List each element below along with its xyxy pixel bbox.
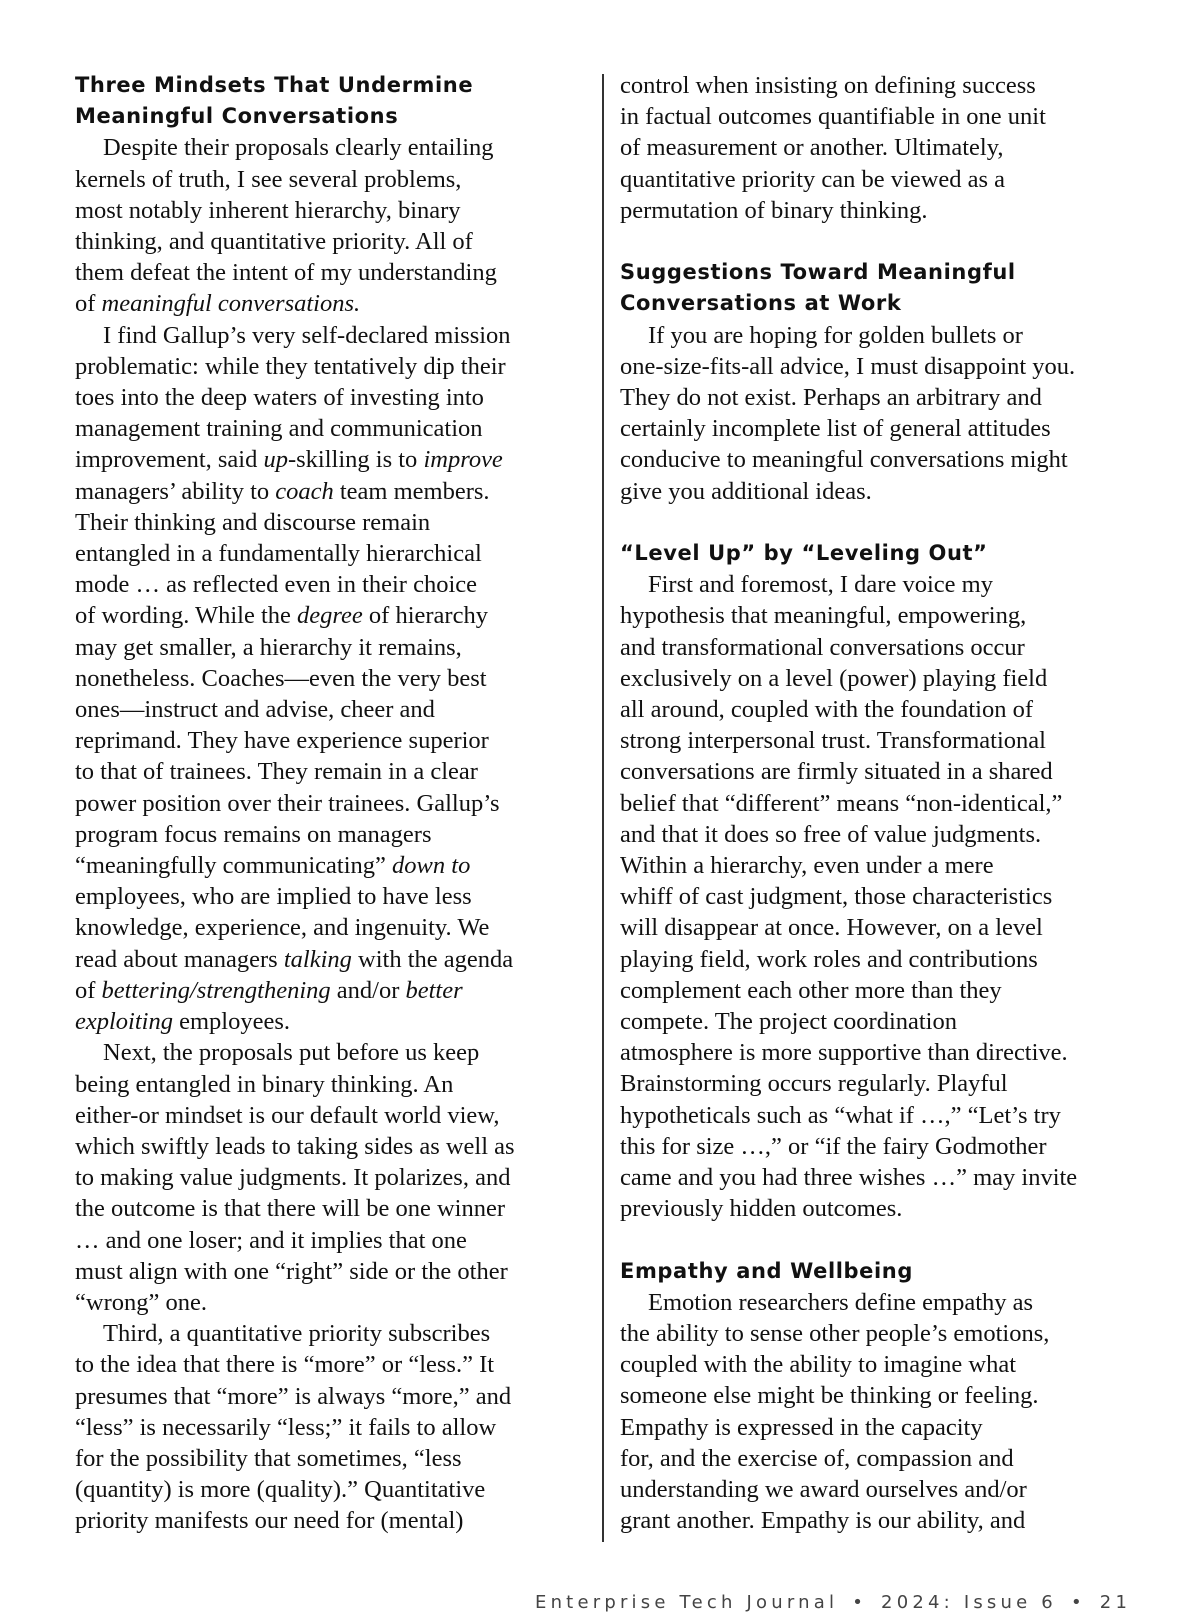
body-text-line: atmosphere is more supportive than directive. xyxy=(620,1039,1068,1067)
body-text-line: Third, a quantitative priority subscribes xyxy=(103,1320,491,1348)
body-text-line: strong interpersonal trust. Transformational xyxy=(620,727,1046,755)
body-text-line: “wrong” one. xyxy=(75,1288,207,1316)
paragraph-gap xyxy=(620,1224,1140,1255)
body-text-line: all around, coupled with the foundation of xyxy=(620,696,1033,724)
body-text-line: kernels of truth, I see several problems, xyxy=(75,165,462,193)
section-heading-line: Conversations at Work xyxy=(620,291,902,316)
body-text-line: whiff of cast judgment, those characteristics xyxy=(620,883,1053,911)
body-text-line: exploiting employees. xyxy=(75,1008,291,1036)
body-text-line: First and foremost, I dare voice my xyxy=(648,571,993,599)
body-text-line: the ability to sense other people’s emotions, xyxy=(620,1320,1050,1348)
body-text-line: to the idea that there is “more” or “less.” It xyxy=(75,1351,495,1379)
body-text-line: give you additional ideas. xyxy=(620,477,872,505)
body-text-line: Next, the proposals put before us keep xyxy=(103,1039,480,1067)
body-text-line: of bettering/strengthening and/or better xyxy=(75,976,463,1004)
body-text-line: “less” is necessarily “less;” it fails to allow xyxy=(75,1413,497,1441)
body-text-line: management training and communication xyxy=(75,415,483,443)
body-text-line: power position over their trainees. Gallup’s xyxy=(75,789,500,817)
body-text-line: They do not exist. Perhaps an arbitrary and xyxy=(620,384,1042,412)
body-text-line: toes into the deep waters of investing into xyxy=(75,384,484,412)
page-number: 21 xyxy=(1099,1592,1132,1613)
body-text-line: came and you had three wishes …” may invite xyxy=(620,1164,1078,1192)
section-heading-line: “Level Up” by “Leveling Out” xyxy=(620,541,988,566)
body-text-line: control when insisting on defining success xyxy=(620,72,1036,99)
body-text-line: permutation of binary thinking. xyxy=(620,196,928,224)
body-text-line: priority manifests our need for (mental) xyxy=(75,1507,464,1535)
right-column xyxy=(620,70,1140,1537)
body-text-line: complement each other more than they xyxy=(620,976,1002,1004)
body-text-line: reprimand. They have experience superior xyxy=(75,727,489,755)
body-text-line: managers’ ability to coach team members. xyxy=(75,477,490,505)
body-text-line: and that it does so free of value judgments. xyxy=(620,820,1042,848)
body-text-line: certainly incomplete list of general attitudes xyxy=(620,415,1051,443)
body-text-line: being entangled in binary thinking. An xyxy=(75,1070,454,1098)
body-text-line: them defeat the intent of my understanding xyxy=(75,259,497,287)
section-heading-line: Three Mindsets That Undermine xyxy=(75,73,474,97)
body-text-line: belief that “different” means “non-identical,” xyxy=(620,789,1063,817)
body-text-line: grant another. Empathy is our ability, and xyxy=(620,1507,1026,1535)
body-text-line: Brainstorming occurs regularly. Playful xyxy=(620,1070,1008,1098)
issue-label: 2024: Issue 6 xyxy=(881,1592,1057,1613)
body-text-line: Despite their proposals clearly entailing xyxy=(103,134,494,162)
body-text-line: understanding we award ourselves and/or xyxy=(620,1476,1027,1504)
body-text-line: will disappear at once. However, on a level xyxy=(620,914,1043,942)
body-text-line: one-size-fits-all advice, I must disappoint you. xyxy=(620,352,1076,380)
column-divider xyxy=(602,74,604,1542)
body-text-line: quantitative priority can be viewed as a xyxy=(620,165,1006,193)
body-text-line: conversations are firmly situated in a shared xyxy=(620,758,1053,786)
body-text-line: most notably inherent hierarchy, binary xyxy=(75,196,461,224)
body-text-line: which swiftly leads to taking sides as well as xyxy=(75,1132,515,1160)
body-text-line: for, and the exercise of, compassion and xyxy=(620,1444,1014,1472)
body-text-line: hypothesis that meaningful, empowering, xyxy=(620,602,1027,630)
body-text-line: previously hidden outcomes. xyxy=(620,1195,903,1223)
body-text-line: If you are hoping for golden bullets or xyxy=(648,321,1023,349)
bullet-separator: • xyxy=(852,1592,868,1613)
body-text-line: in factual outcomes quantifiable in one unit xyxy=(620,103,1046,131)
body-text-line: the outcome is that there will be one winner xyxy=(75,1195,505,1223)
body-text-line: this for size …,” or “if the fairy Godmother xyxy=(620,1132,1047,1160)
body-text-line: mode … as reflected even in their choice xyxy=(75,571,478,599)
body-text-line: Emotion researchers define empathy as xyxy=(648,1288,1034,1316)
body-text-line: of measurement or another. Ultimately, xyxy=(620,134,1004,162)
body-text-line: may get smaller, a hierarchy it remains, xyxy=(75,633,462,661)
body-text-line: coupled with the ability to imagine what xyxy=(620,1351,1016,1379)
body-text-line: Within a hierarchy, even under a mere xyxy=(620,852,994,880)
page-footer xyxy=(535,1592,1131,1613)
body-text-line: must align with one “right” side or the other xyxy=(75,1257,508,1285)
section-heading-line: Empathy and Wellbeing xyxy=(620,1258,913,1283)
body-text-line: someone else might be thinking or feeling. xyxy=(620,1382,1039,1410)
body-text-line: nonetheless. Coaches—even the very best xyxy=(75,664,487,692)
body-text-line: conducive to meaningful conversations might xyxy=(620,446,1068,474)
section-heading-line: Meaningful Conversations xyxy=(75,104,399,129)
body-text-line: entangled in a fundamentally hierarchical xyxy=(75,540,482,568)
body-text-line: Their thinking and discourse remain xyxy=(75,508,431,536)
body-text-line: improvement, said up-skilling is to improve xyxy=(75,446,503,474)
body-text-line: program focus remains on managers xyxy=(75,820,432,848)
body-text-line: to that of trainees. They remain in a clear xyxy=(75,758,478,786)
body-text-line: and transformational conversations occur xyxy=(620,633,1025,661)
paragraph-gap xyxy=(620,507,1140,538)
body-text-line: presumes that “more” is always “more,” and xyxy=(75,1382,512,1410)
body-text-line: (quantity) is more (quality).” Quantitative xyxy=(75,1476,486,1504)
journal-name: Enterprise Tech Journal xyxy=(535,1592,839,1613)
body-text-line: problematic: while they tentatively dip their xyxy=(75,352,506,380)
section-heading-line: Suggestions Toward Meaningful xyxy=(620,260,1016,285)
body-text-line: thinking, and quantitative priority. All of xyxy=(75,228,473,256)
body-text-line: I find Gallup’s very self-declared mission xyxy=(103,321,511,349)
body-text-line: exclusively on a level (power) playing field xyxy=(620,664,1048,692)
body-text-line: to making value judgments. It polarizes, and xyxy=(75,1164,511,1192)
body-text-line: of meaningful conversations. xyxy=(75,290,361,318)
bullet-separator: • xyxy=(1070,1592,1086,1613)
body-text-line: Empathy is expressed in the capacity xyxy=(620,1413,983,1441)
body-text-line: “meaningfully communicating” down to xyxy=(75,852,471,880)
body-text-line: … and one loser; and it implies that one xyxy=(75,1226,467,1254)
body-text-line: compete. The project coordination xyxy=(620,1008,957,1036)
body-text-line: ones—instruct and advise, cheer and xyxy=(75,696,435,724)
body-text-line: knowledge, experience, and ingenuity. We xyxy=(75,914,490,942)
body-text-line: employees, who are implied to have less xyxy=(75,883,472,911)
body-text-line: either-or mindset is our default world view, xyxy=(75,1101,500,1129)
body-text-line: of wording. While the degree of hierarchy xyxy=(75,602,488,630)
body-text-line: playing field, work roles and contributions xyxy=(620,945,1038,973)
paragraph-gap xyxy=(620,226,1140,257)
left-column xyxy=(75,70,595,1537)
body-text-line: for the possibility that sometimes, “less xyxy=(75,1444,462,1472)
body-text-line: read about managers talking with the agenda xyxy=(75,945,514,973)
body-text-line: hypotheticals such as “what if …,” “Let’s try xyxy=(620,1101,1061,1129)
